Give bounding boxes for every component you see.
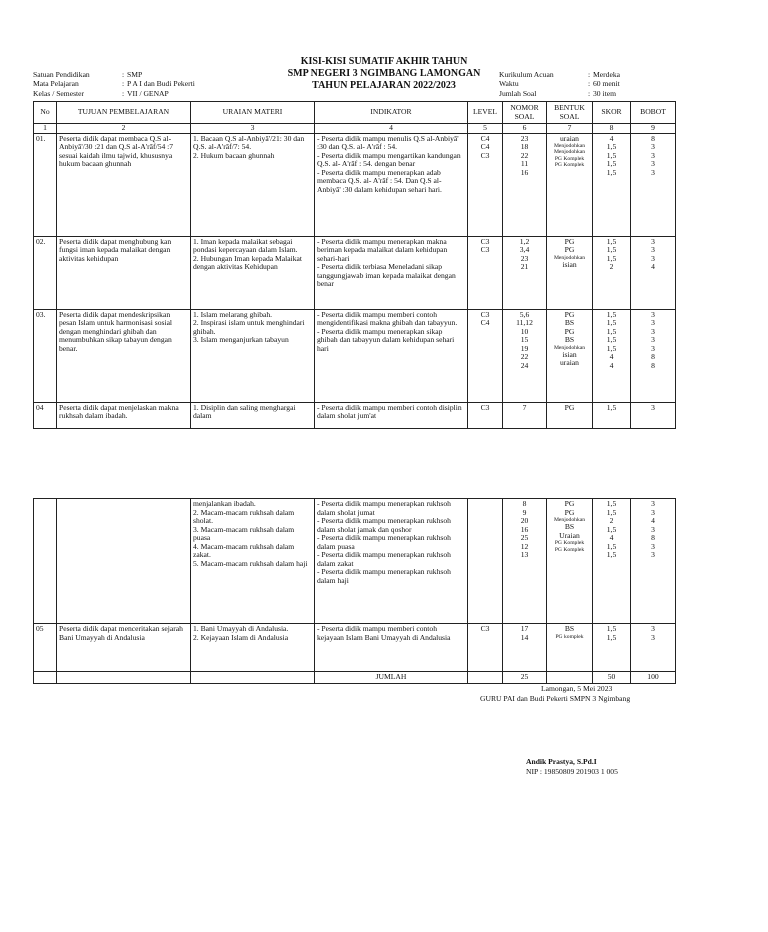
- bentuk-soal-line: Menjodohkan: [553, 517, 586, 523]
- table-row: [34, 236, 676, 309]
- signature-place-date: Lamongan, 5 Mei 2023: [541, 684, 613, 693]
- indikator-line: - Peserta didik mampu menulis Q.S al-Anbiyā' :30 dan Q.S. al- A'rāf : 54.: [317, 133, 459, 151]
- skor-line: 1,5: [606, 624, 617, 633]
- skor-line: 4: [609, 360, 614, 370]
- tujuan-line: Peserta didik dapat membaca Q.S al-Anbiyā'/30 :21 dan Q.S al-A'rāf/54 :7 sesuai kaidah ilmu tajwid, khususnya hukum bacaan ghunnah: [59, 133, 174, 168]
- skor-line: 1,5: [606, 159, 617, 168]
- nomor-soal-line: 8: [522, 499, 527, 508]
- total-cell: [57, 672, 191, 684]
- nomor-soal-cell: [503, 402, 547, 428]
- meta-key: Kurikulum Acuan: [499, 70, 554, 79]
- header-nomor-soal: NOMOR SOAL: [503, 102, 547, 124]
- table-body-page-1: [34, 133, 676, 428]
- bentuk-soal-cell: [547, 133, 593, 236]
- nomor-soal-line: 25: [520, 533, 529, 542]
- bobot-cell: [631, 624, 676, 672]
- row-number: 03.: [34, 309, 57, 402]
- nomor-soal-line: 16: [520, 524, 529, 534]
- indikator-cell: [315, 624, 468, 672]
- table-row: [34, 499, 676, 624]
- nomor-soal-line: 9: [522, 507, 527, 517]
- nomor-soal-cell: [503, 499, 547, 624]
- header-row: [34, 102, 676, 124]
- bentuk-soal-line: PG: [564, 507, 575, 517]
- table-row: [34, 133, 676, 236]
- indikator-line: - Peserta didik mampu menerapkan rukhsoh dalam haji: [317, 567, 451, 585]
- skor-line: 1,5: [606, 253, 617, 263]
- indikator-line: - Peserta didik mampu menerapkan rukhsoh dalam zakat: [317, 550, 451, 568]
- bentuk-soal-line: PG Komplek: [554, 155, 585, 162]
- bobot-line: 3: [651, 624, 655, 633]
- bentuk-soal-line: isian: [562, 349, 577, 359]
- bentuk-soal-cell: [547, 309, 593, 402]
- materi-line: 1. Islam melarang ghibah.: [193, 309, 273, 319]
- bobot-line: 8: [651, 360, 655, 370]
- skor-line: 1,5: [606, 142, 617, 151]
- bentuk-soal-line: Menjodohkan: [553, 344, 586, 351]
- nomor-soal-line: 22: [520, 150, 529, 160]
- kisi-kisi-table-page-2: [33, 498, 676, 684]
- bobot-line: 8: [651, 133, 655, 143]
- nomor-soal-line: 10: [520, 326, 529, 336]
- meta-value: Merdeka: [593, 70, 620, 79]
- materi-line: 1. Bacaan Q.S al-Anbiyā'/21: 30 dan Q.S. al-A'rāf/7: 54.: [193, 133, 305, 151]
- title-line-1: KISI-KISI SUMATIF AKHIR TAHUN: [300, 56, 468, 67]
- bobot-cell: [631, 236, 676, 309]
- total-cell: [547, 672, 593, 684]
- nomor-soal-cell: [503, 236, 547, 309]
- nomor-soal-line: 13: [520, 550, 529, 559]
- nomor-soal-line: 12: [520, 541, 529, 551]
- level-cell: [468, 133, 503, 236]
- level-cell: [468, 624, 503, 672]
- total-cell: [34, 672, 57, 684]
- tujuan-line: Peserta didik dapat menjelaskan makna rukhsah dalam ibadah.: [59, 402, 179, 420]
- bentuk-soal-cell: [547, 402, 593, 428]
- table-row: [34, 309, 676, 402]
- nomor-soal-line: 1,2: [519, 236, 530, 246]
- bentuk-soal-line: uraian: [560, 358, 579, 368]
- tujuan-cell: [57, 402, 191, 428]
- meta-key: Waktu: [499, 79, 519, 89]
- bobot-line: 3: [651, 159, 655, 168]
- skor-line: 1,5: [606, 524, 617, 534]
- bentuk-soal-line: Menjodohkan: [553, 143, 586, 149]
- materi-line: 2. Macam-macam rukhsah dalam sholat.: [193, 507, 295, 525]
- header-materi: URAIAN MATERI: [191, 102, 315, 124]
- skor-cell: [593, 402, 631, 428]
- bentuk-soal-line: PG: [564, 245, 575, 254]
- bobot-line: 3: [651, 550, 655, 559]
- total-cell: [468, 672, 503, 684]
- nomor-soal-line: 11,12: [516, 318, 533, 327]
- bentuk-soal-line: BS: [564, 318, 575, 327]
- bobot-line: 3: [651, 343, 655, 353]
- bentuk-soal-line: BS: [564, 522, 575, 532]
- materi-line: 1. Bani Umayyah di Andalusia.: [193, 624, 289, 633]
- level-line: C4: [480, 133, 490, 143]
- materi-line: 1. Iman kepada malaikat sebagai pondasi kepercayaan dalam Islam.: [193, 236, 298, 254]
- table-row: [34, 624, 676, 672]
- skor-line: 2: [609, 516, 614, 525]
- skor-line: 2: [609, 262, 614, 271]
- meta-row: Jumlah Soal : 30 item: [499, 88, 616, 98]
- materi-cell: [191, 309, 315, 402]
- materi-cell: [191, 499, 315, 624]
- skor-line: 1,5: [606, 167, 617, 177]
- materi-line: 1. Disiplin dan saling menghargai dalam: [193, 402, 296, 420]
- tujuan-cell: [57, 499, 191, 624]
- total-cell: [191, 672, 315, 684]
- col-number: 3: [191, 124, 315, 134]
- meta-row: Kurikulum Acuan : Merdeka: [499, 70, 620, 79]
- skor-cell: [593, 624, 631, 672]
- meta-row: Waktu : 60 menit: [499, 79, 620, 89]
- nomor-soal-line: 3,4: [519, 245, 530, 254]
- bentuk-soal-line: PG: [564, 309, 575, 319]
- tujuan-line: Peserta didik dapat menceritakan sejarah Bani Umayyah di Andalusia: [59, 624, 183, 642]
- tujuan-cell: [57, 309, 191, 402]
- nomor-soal-line: 23: [520, 133, 529, 143]
- bobot-cell: [631, 309, 676, 402]
- indikator-line: - Peserta didik mampu menerapkan makna beriman kepada malaikat dalam kehidupan sehari-hari: [317, 236, 448, 263]
- meta-row: Mata Pelajaran : P A I dan Budi Pekerti: [33, 79, 195, 89]
- bobot-line: 3: [651, 507, 655, 517]
- nomor-soal-line: 23: [520, 253, 529, 263]
- bobot-cell: [631, 133, 676, 236]
- total-bobot: 100: [631, 672, 676, 684]
- nomor-soal-line: 21: [520, 262, 529, 271]
- signature-nip: NIP : 19850809 201903 1 005: [526, 767, 618, 776]
- bobot-line: 3: [651, 253, 655, 263]
- skor-cell: [593, 499, 631, 624]
- title-line-2: SMP NEGERI 3 NGIMBANG LAMONGAN: [287, 68, 481, 79]
- bentuk-soal-line: PG Komplek: [554, 540, 585, 547]
- col-number: 6: [503, 124, 547, 134]
- meta-key: Satuan Pendidikan: [33, 70, 90, 79]
- level-line: C3: [480, 150, 490, 160]
- bentuk-soal-line: Uraian: [559, 530, 580, 540]
- col-number: 8: [593, 124, 631, 134]
- bentuk-soal-line: PG: [564, 402, 575, 412]
- skor-line: 1,5: [606, 309, 617, 319]
- header-skor: SKOR: [593, 102, 631, 124]
- skor-line: 4: [609, 352, 614, 361]
- indikator-line: - Peserta didik mampu menerapkan rukhsoh dalam sholat jumat: [317, 499, 451, 517]
- bentuk-soal-line: PG: [564, 326, 575, 336]
- header-bentuk-soal: BENTUK SOAL: [547, 102, 593, 124]
- meta-value: 60 menit: [593, 79, 620, 89]
- indikator-cell: [315, 402, 468, 428]
- materi-line: 2. Kejayaan Islam di Andalusia: [193, 632, 289, 642]
- header-indikator: INDIKATOR: [315, 102, 468, 124]
- bentuk-soal-cell: [547, 624, 593, 672]
- meta-value: P A I dan Budi Pekerti: [127, 79, 195, 89]
- bobot-line: 4: [651, 262, 655, 271]
- col-number: 1: [34, 124, 57, 134]
- meta-row: Satuan Pendidikan : SMP: [33, 70, 143, 79]
- materi-cell: [191, 133, 315, 236]
- col-number: 4: [315, 124, 468, 134]
- skor-line: 1,5: [606, 335, 617, 344]
- bentuk-soal-line: Menjodohkan: [553, 149, 586, 156]
- bentuk-soal-line: PG: [564, 499, 575, 508]
- level-cell: [468, 402, 503, 428]
- bobot-line: 3: [651, 167, 655, 177]
- col-number: 5: [468, 124, 503, 134]
- bentuk-soal-line: Menjodohkan: [553, 254, 586, 261]
- level-cell: [468, 309, 503, 402]
- bobot-line: 4: [651, 516, 655, 525]
- nomor-soal-line: 22: [520, 352, 529, 361]
- total-row: [34, 672, 676, 684]
- bobot-line: 8: [651, 533, 655, 542]
- bobot-line: 3: [651, 318, 655, 327]
- bobot-line: 3: [651, 499, 655, 508]
- bentuk-soal-line: BS: [564, 335, 575, 344]
- meta-key: Mata Pelajaran: [33, 79, 79, 89]
- indikator-line: - Peserta didik mampu menerapkan sikap ghibah dan tabayyun dalam kehidupan sehari hari: [317, 326, 455, 353]
- tujuan-cell: [57, 624, 191, 672]
- indikator-line: - Peserta didik mampu memberi contoh mengidentifikasi makna ghibah dan tabayyun.: [317, 309, 458, 327]
- nomor-soal-line: 15: [520, 335, 529, 344]
- bentuk-soal-line: PG komplek: [555, 633, 584, 640]
- title-line-3: TAHUN PELAJARAN 2022/2023: [312, 80, 456, 91]
- indikator-line: - Peserta didik mampu menerapkan rukhsoh dalam sholat jamak dan qoshor: [317, 516, 451, 534]
- tujuan-line: Peserta didik dapat mendeskripsikan pesan Islam untuk harmonisasi sosial dengan menghindari ghibah dan menumbuhkan sikap tabayun dengan benar.: [59, 309, 173, 353]
- skor-line: 1,5: [606, 245, 617, 254]
- materi-line: 3. Islam menganjurkan tabayun: [193, 335, 289, 344]
- level-line: C3: [480, 309, 490, 319]
- bentuk-soal-line: PG Komplek: [554, 161, 585, 168]
- bentuk-soal-line: BS: [564, 624, 575, 633]
- indikator-line: - Peserta didik mampu menerapkan adab membaca Q.S. al- A'rāf : 54. Dan Q.S al-Anbiyā' :30 dalam kehidupan sehari hari.: [317, 167, 442, 194]
- bobot-line: 3: [651, 335, 655, 344]
- header-tujuan: TUJUAN PEMBELAJARAN: [57, 102, 191, 124]
- bentuk-soal-line: isian: [562, 259, 577, 269]
- materi-line: 5. Macam-macam rukhsah dalam haji: [193, 558, 308, 568]
- meta-value: VII / GENAP: [127, 88, 169, 98]
- bentuk-soal-line: uraian: [560, 133, 579, 143]
- materi-line: 2. Hukum bacaan ghunnah: [193, 150, 275, 160]
- nomor-soal-line: 14: [520, 632, 529, 642]
- nomor-soal-cell: [503, 133, 547, 236]
- meta-value: SMP: [127, 70, 143, 79]
- indikator-line: - Peserta didik mampu memberi contoh disiplin dalam sholat jum'at: [317, 402, 462, 420]
- nomor-soal-line: 5,6: [519, 309, 530, 319]
- row-number: [34, 499, 57, 624]
- signature-role: GURU PAI dan Budi Pekerti SMPN 3 Ngimbang: [480, 694, 631, 703]
- header-no: No: [34, 102, 57, 124]
- indikator-cell: [315, 499, 468, 624]
- skor-line: 1,5: [606, 326, 617, 336]
- meta-left: [33, 70, 195, 98]
- bobot-line: 3: [651, 245, 655, 254]
- materi-line: menjalankan ibadah.: [193, 499, 256, 508]
- level-line: C4: [480, 142, 490, 151]
- indikator-line: - Peserta didik terbiasa Meneladani sikap tanggungjawab iman kepada malaikat dengan benar: [317, 262, 456, 288]
- bobot-line: 3: [651, 142, 655, 151]
- level-line: C3: [480, 245, 490, 254]
- bobot-line: 3: [651, 524, 655, 534]
- skor-line: 4: [609, 133, 614, 143]
- signature-name: Andik Prastya, S.Pd.I: [526, 757, 597, 766]
- nomor-soal-line: 18: [520, 142, 529, 151]
- indikator-line: - Peserta didik mampu memberi contoh kejayaan Islam Bani Umayyah di Andalusia: [317, 624, 451, 642]
- col-number: 7: [547, 124, 593, 134]
- bobot-line: 3: [651, 150, 655, 160]
- level-cell: [468, 499, 503, 624]
- meta-row: Kelas / Semester : VII / GENAP: [33, 88, 169, 98]
- bobot-cell: [631, 402, 676, 428]
- bentuk-soal-line: PG Komplek: [554, 546, 585, 553]
- bentuk-soal-cell: [547, 236, 593, 309]
- bobot-line: 3: [651, 236, 655, 246]
- indikator-cell: [315, 309, 468, 402]
- skor-line: 1,5: [606, 150, 617, 160]
- col-number: 2: [57, 124, 191, 134]
- indikator-cell: [315, 133, 468, 236]
- bobot-line: 3: [651, 541, 655, 551]
- row-number: 01.: [34, 133, 57, 236]
- bentuk-soal-cell: [547, 499, 593, 624]
- nomor-soal-line: 20: [520, 516, 529, 525]
- skor-cell: [593, 133, 631, 236]
- skor-line: 1,5: [606, 402, 617, 412]
- materi-line: 2. Hubungan Iman kepada Malaikat dengan aktivitas Kehidupan: [193, 253, 303, 271]
- bentuk-soal-line: PG: [564, 236, 575, 246]
- meta-key: Kelas / Semester: [33, 88, 85, 98]
- skor-line: 4: [609, 533, 614, 542]
- nomor-soal-line: 24: [520, 360, 529, 370]
- header-bobot: BOBOT: [631, 102, 676, 124]
- indikator-cell: [315, 236, 468, 309]
- bobot-line: 3: [651, 326, 655, 336]
- total-skor: 50: [593, 672, 631, 684]
- tujuan-line: Peserta didik dapat menghubung kan fungsi iman kepada malaikat dengan aktivitas kehidupan: [59, 236, 172, 263]
- skor-line: 1,5: [606, 318, 617, 327]
- tujuan-cell: [57, 133, 191, 236]
- bobot-line: 3: [651, 309, 655, 319]
- header-level: LEVEL: [468, 102, 503, 124]
- skor-line: 1,5: [606, 236, 617, 246]
- materi-line: 2. Inspirasi islam untuk menghindari ghibah.: [193, 318, 305, 336]
- meta-key: Jumlah Soal: [499, 88, 537, 98]
- column-number-row: [34, 124, 676, 134]
- skor-line: 1,5: [606, 632, 617, 642]
- row-number: 05: [34, 624, 57, 672]
- nomor-soal-line: 17: [520, 624, 529, 633]
- materi-line: 4. Macam-macam rukhsah dalam zakat.: [193, 541, 295, 559]
- materi-cell: [191, 624, 315, 672]
- kisi-kisi-table-page-1: [33, 101, 676, 429]
- nomor-soal-line: 7: [522, 402, 527, 412]
- nomor-soal-cell: [503, 624, 547, 672]
- table-body-page-2: [34, 499, 676, 672]
- table-row: [34, 402, 676, 428]
- bobot-line: 8: [651, 352, 655, 361]
- skor-line: 1,5: [606, 550, 617, 559]
- skor-cell: [593, 309, 631, 402]
- bobot-line: 3: [651, 402, 655, 412]
- bobot-cell: [631, 499, 676, 624]
- total-label: JUMLAH: [315, 672, 468, 684]
- skor-line: 1,5: [606, 499, 617, 508]
- level-line: C4: [480, 318, 490, 327]
- indikator-line: - Peserta didik mampu menerapkan rukhsoh dalam puasa: [317, 533, 451, 551]
- level-line: C3: [480, 624, 490, 633]
- meta-value: 30 item: [593, 88, 616, 98]
- row-number: 02.: [34, 236, 57, 309]
- level-cell: [468, 236, 503, 309]
- total-nomor: 25: [503, 672, 547, 684]
- nomor-soal-line: 19: [520, 343, 529, 353]
- bobot-line: 3: [651, 632, 655, 642]
- skor-line: 1,5: [606, 343, 617, 353]
- skor-line: 1,5: [606, 541, 617, 551]
- nomor-soal-line: 11: [520, 159, 529, 168]
- indikator-line: - Peserta didik mampu mengartikan kandungan Q.S. al- A'rāf : 54. dengan benar: [317, 150, 461, 168]
- col-number: 9: [631, 124, 676, 134]
- materi-cell: [191, 402, 315, 428]
- level-line: C3: [480, 402, 490, 412]
- row-number: 04: [34, 402, 57, 428]
- skor-line: 1,5: [606, 507, 617, 517]
- tujuan-cell: [57, 236, 191, 309]
- nomor-soal-line: 16: [520, 167, 529, 177]
- meta-right: [499, 70, 620, 98]
- level-line: C3: [480, 236, 490, 246]
- materi-cell: [191, 236, 315, 309]
- nomor-soal-cell: [503, 309, 547, 402]
- skor-cell: [593, 236, 631, 309]
- materi-line: 3. Macam-macam rukhsah dalam puasa: [193, 524, 295, 542]
